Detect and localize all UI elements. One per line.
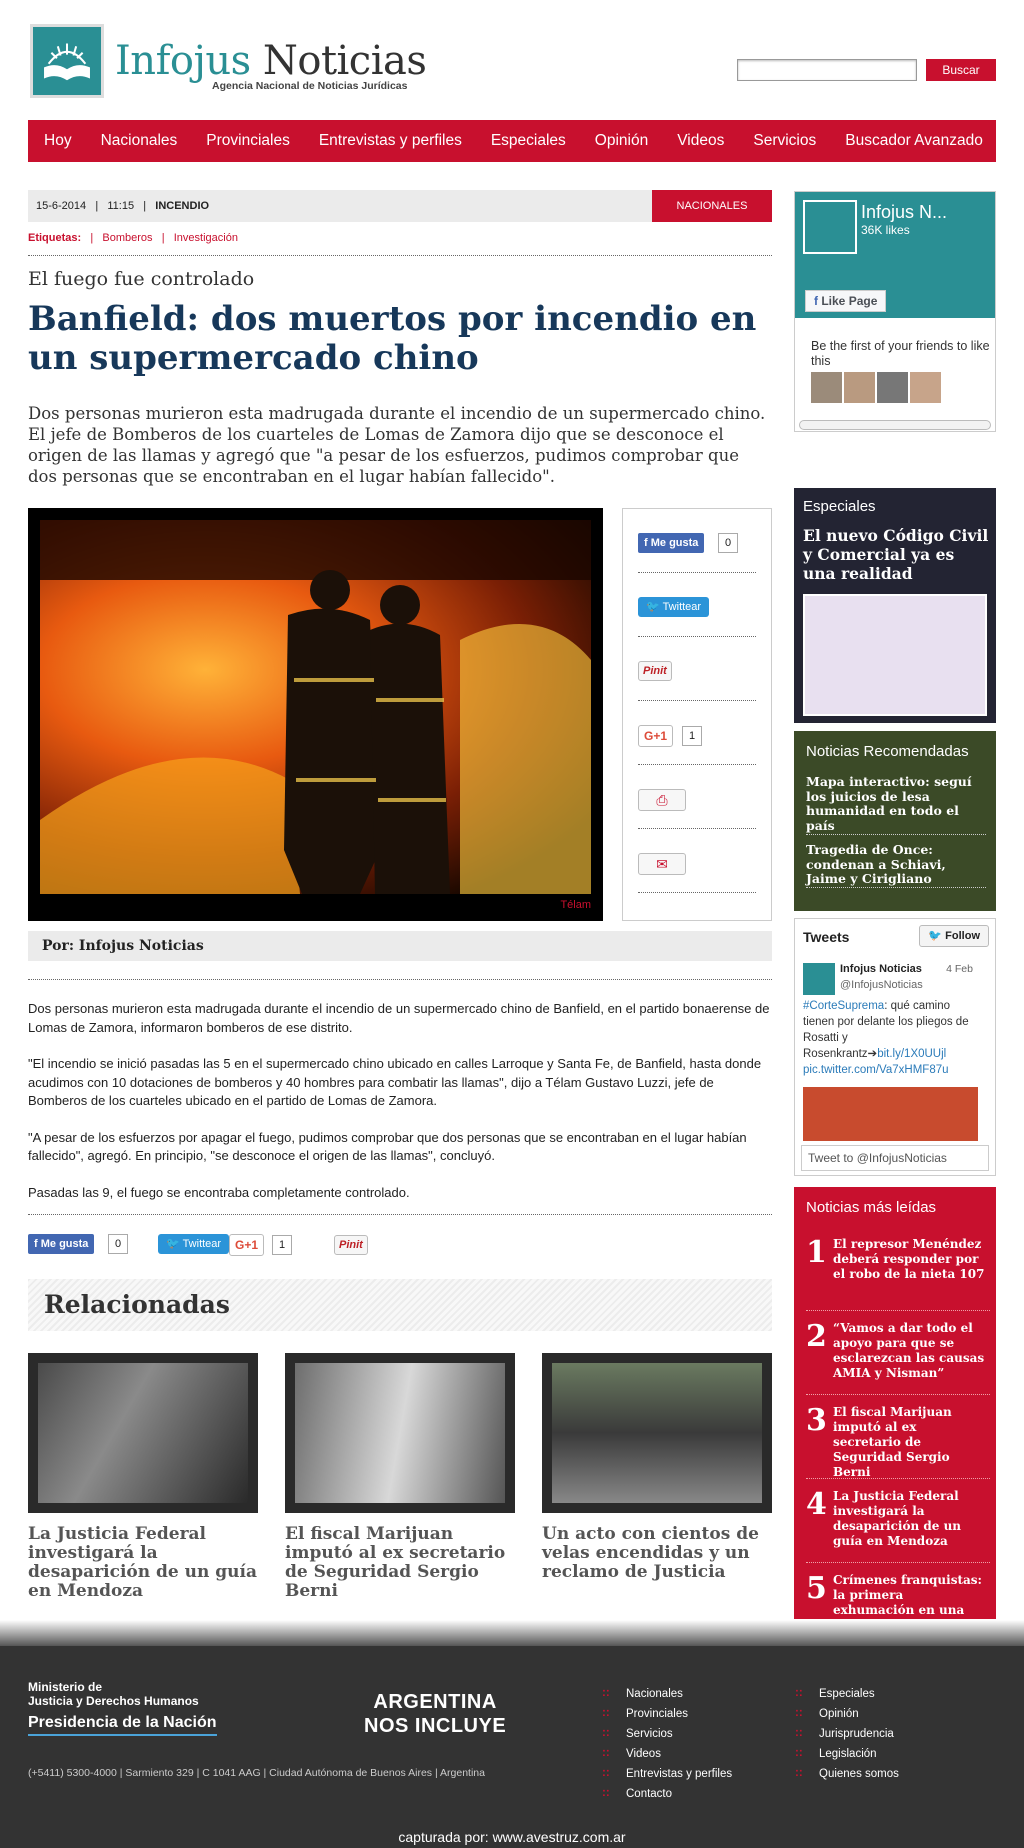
tags-row: Etiquetas: | Bomberos | Investigación bbox=[28, 232, 238, 244]
facebook-like-button[interactable] bbox=[28, 1234, 94, 1254]
most-read-item[interactable] bbox=[806, 1313, 990, 1395]
facebook-count: 0 bbox=[108, 1234, 128, 1254]
tweet-hashtag[interactable]: #CorteSuprema bbox=[803, 1000, 885, 1012]
article-paragraph: "El incendio se inició pasadas las 5 en el supermercado chino ubicado en calles Larroque y Santa Fe, de Banfield, hasta donde acudimos con 10 dotaciones de bomberos y 40 hombres para combatir las llamas", dijo a Télam Gustavo Luzzi, jefe de Bomberos de los cuarteles ubicado en el partido de Lomas de Zamora. bbox=[28, 1056, 762, 1108]
related-item[interactable] bbox=[542, 1353, 772, 1582]
nav-item-buscador[interactable]: Buscador Avanzado bbox=[845, 132, 983, 149]
nav-item-especiales[interactable]: Especiales bbox=[490, 132, 566, 149]
ministry-logo[interactable] bbox=[28, 1680, 199, 1708]
footer-link[interactable]: :: Legislación bbox=[795, 1748, 899, 1768]
related-thumbnail[interactable] bbox=[28, 1353, 258, 1513]
most-read-text[interactable]: La Justicia Federal investigará la desaparición de un guía en Mendoza bbox=[833, 1489, 962, 1548]
related-heading: Relacionadas bbox=[28, 1279, 772, 1331]
most-read-item[interactable] bbox=[806, 1397, 990, 1479]
especiales-box bbox=[794, 488, 996, 723]
article-paragraph: "A pesar de los esfuerzos por apagar el fuego, pudimos comprobar que dos personas que se encontraban en el lugar habían fallecido", agregó. En principio, "se desconoce el origen de las llamas", concluyó. bbox=[28, 1129, 747, 1163]
gplus-count: 1 bbox=[272, 1235, 292, 1255]
footer-shadow bbox=[0, 1620, 1024, 1646]
divider bbox=[806, 834, 986, 835]
tweet-user[interactable]: Infojus Noticias bbox=[840, 963, 922, 975]
related-thumbnail[interactable] bbox=[285, 1353, 515, 1513]
logo-icon[interactable] bbox=[30, 24, 104, 98]
article-paragraph: Pasadas las 9, el fuego se encontraba completamente controlado. bbox=[28, 1184, 410, 1200]
article-category: INCENDIO bbox=[155, 200, 210, 212]
especiales-title: Especiales bbox=[803, 498, 876, 515]
twitter-share-label: Twittear bbox=[662, 601, 702, 613]
related-image bbox=[552, 1363, 762, 1503]
share-row-print bbox=[638, 765, 756, 829]
tag-link[interactable]: Investigación bbox=[173, 232, 238, 244]
logo-subtitle: Agencia Nacional de Noticias Jurídicas bbox=[212, 80, 408, 92]
ministry-line-1: Ministerio de bbox=[28, 1680, 103, 1694]
site-footer bbox=[0, 1646, 1024, 1848]
tweet-input[interactable]: Tweet to @InfojusNoticias bbox=[801, 1145, 989, 1171]
footer-address: (+5411) 5300-4000 | Sarmiento 329 | C 1041 AAG | Ciudad Autónoma de Buenos Aires | Argentina bbox=[28, 1767, 485, 1779]
printer-icon[interactable]: ⎙ bbox=[638, 789, 686, 811]
facebook-faces bbox=[811, 372, 941, 403]
rank-number: 4 bbox=[806, 1487, 827, 1522]
facebook-page-widget bbox=[794, 191, 996, 432]
article-kicker: El fuego fue controlado bbox=[28, 268, 255, 290]
most-read-text[interactable]: Crímenes franquistas: la primera exhumación en una bbox=[833, 1573, 982, 1617]
facebook-f-icon: f bbox=[644, 537, 651, 549]
related-item[interactable] bbox=[285, 1353, 515, 1601]
twitter-share-button[interactable] bbox=[638, 597, 709, 617]
recommended-title: Noticias Recomendadas bbox=[806, 743, 969, 760]
related-title[interactable]: La Justicia Federal investigará la desaparición de un guía en Mendoza bbox=[28, 1524, 258, 1601]
footer-link[interactable]: :: Servicios bbox=[602, 1728, 732, 1748]
article-lead: Dos personas murieron esta madrugada durante el incendio de un supermercado chino. El jefe de Bomberos de los cuarteles de Lomas de Zamora dijo que se desconoce el origen de las llamas y agregó que "a pesar de los esfuerzos, pudimos comprobar que dos personas que se encontraban en el lugar habían fallecido". bbox=[28, 404, 766, 486]
most-read-item[interactable] bbox=[806, 1565, 990, 1615]
footer-link[interactable]: :: Especiales bbox=[795, 1688, 899, 1708]
twitter-widget bbox=[794, 918, 996, 1176]
facebook-like-label: Me gusta bbox=[650, 537, 699, 549]
rank-number: 3 bbox=[806, 1403, 827, 1438]
footer-link[interactable]: :: Contacto bbox=[602, 1788, 732, 1808]
related-item[interactable] bbox=[28, 1353, 258, 1601]
argentina-line-2: NOS INCLUYE bbox=[364, 1715, 507, 1737]
tweet-link[interactable]: bit.ly/1X0UUjl bbox=[877, 1048, 947, 1060]
nav-item-provinciales[interactable]: Provinciales bbox=[206, 132, 290, 149]
logo-part-1: Infojus bbox=[115, 38, 251, 84]
capture-credit: capturada por: www.avestruz.com.ar bbox=[398, 1829, 626, 1845]
facebook-page-name[interactable]: Infojus N... bbox=[861, 202, 948, 222]
nav-item-videos[interactable]: Videos bbox=[677, 132, 725, 149]
recommended-item[interactable]: Tragedia de Once: condenan a Schiavi, Jaime y Cirigliano bbox=[806, 842, 946, 886]
footer-links-col2 bbox=[795, 1688, 899, 1788]
footer-link[interactable]: :: Quienes somos bbox=[795, 1768, 899, 1788]
facebook-f-icon: f bbox=[814, 294, 822, 308]
article-headline: Banfield: dos muertos por incendio en un supermercado chino bbox=[28, 299, 757, 378]
avatar[interactable] bbox=[844, 372, 875, 403]
gplus-count: 1 bbox=[682, 726, 702, 746]
share-row-pinterest bbox=[638, 637, 756, 701]
search-input[interactable] bbox=[737, 59, 917, 81]
ministry-line-2: Justicia y Derechos Humanos bbox=[28, 1694, 199, 1708]
most-read-text[interactable]: El represor Menéndez deberá responder por el robo de la nieta 107 bbox=[833, 1237, 985, 1281]
facebook-friends-text: Be the first of your friends to like this bbox=[811, 339, 990, 368]
follow-button[interactable] bbox=[919, 925, 989, 947]
tweet-photo[interactable] bbox=[803, 1087, 978, 1141]
twitter-bird-icon: 🐦 bbox=[928, 930, 946, 942]
nav-item-entrevistas[interactable]: Entrevistas y perfiles bbox=[318, 132, 462, 149]
envelope-icon[interactable]: ✉ bbox=[638, 853, 686, 875]
footer-links-col1 bbox=[602, 1688, 732, 1808]
footer-link[interactable]: :: Jurisprudencia bbox=[795, 1728, 899, 1748]
footer-link[interactable]: :: Opinión bbox=[795, 1708, 899, 1728]
twitter-share-label: Twittear bbox=[182, 1238, 222, 1250]
gplus-button[interactable]: G+1 bbox=[638, 725, 673, 747]
facebook-count: 0 bbox=[718, 533, 738, 553]
most-read-title: Noticias más leídas bbox=[806, 1199, 937, 1216]
tweet-link[interactable]: pic.twitter.com/Va7xHMF87u bbox=[803, 1064, 949, 1076]
rank-number: 5 bbox=[806, 1571, 827, 1606]
pinit-button[interactable]: Pinit bbox=[638, 661, 672, 681]
tags-label: Etiquetas: bbox=[28, 232, 82, 244]
most-read-item[interactable] bbox=[806, 1229, 990, 1311]
rank-number: 1 bbox=[806, 1235, 827, 1270]
twitter-bird-icon: 🐦 bbox=[166, 1238, 183, 1250]
page-logo-icon bbox=[803, 200, 857, 254]
like-page-button[interactable] bbox=[805, 290, 886, 312]
tweet-body: : qué camino tienen por delante los pliegos de Rosatti y Rosenkrantz➔ bbox=[803, 1000, 969, 1060]
avatar[interactable] bbox=[910, 372, 941, 403]
footer-link[interactable]: :: Nacionales bbox=[602, 1688, 732, 1708]
recommended-item[interactable]: Mapa interactivo: seguí los juicios de lesa humanidad en todo el país bbox=[806, 774, 972, 833]
article-time: 11:15 bbox=[107, 200, 135, 212]
nav-item-hoy[interactable]: Hoy bbox=[44, 132, 72, 149]
firefighters-image bbox=[40, 520, 591, 894]
share-row-twitter bbox=[638, 573, 756, 637]
facebook-like-button[interactable] bbox=[638, 533, 704, 553]
share-row-facebook bbox=[638, 509, 756, 573]
pinit-button[interactable]: Pinit bbox=[334, 1235, 368, 1255]
twitter-bird-icon: 🐦 bbox=[646, 601, 663, 613]
search-button[interactable]: Buscar bbox=[926, 59, 996, 81]
logo-part-2: Noticias bbox=[262, 38, 427, 84]
related-thumbnail[interactable] bbox=[542, 1353, 772, 1513]
footer-link[interactable]: :: Videos bbox=[602, 1748, 732, 1768]
most-read-text[interactable]: “Vamos a dar todo el apoyo para que se esclarezcan las causas AMIA y Nisman” bbox=[833, 1321, 985, 1380]
divider bbox=[28, 255, 772, 256]
avatar[interactable] bbox=[811, 372, 842, 403]
section-tag[interactable]: NACIONALES bbox=[652, 190, 772, 222]
article-body bbox=[28, 1000, 772, 1220]
facebook-likes-count: 36K likes bbox=[861, 223, 910, 237]
like-page-label: Like Page bbox=[821, 294, 878, 308]
follow-label: Follow bbox=[945, 930, 980, 942]
article-paragraph: Dos personas murieron esta madrugada durante el incendio de un supermercado chino de Banfield, en el partido bonaerense de Lomas de Zamora, informaron bomberos de ese distrito. bbox=[28, 1001, 770, 1035]
tag-link[interactable]: Bomberos bbox=[102, 232, 153, 244]
most-read-text[interactable]: El fiscal Marijuan imputó al ex secretario de Seguridad Sergio Berni bbox=[833, 1405, 952, 1479]
related-title[interactable]: El fiscal Marijuan imputó al ex secretario de Seguridad Sergio Berni bbox=[285, 1524, 506, 1601]
site-header bbox=[0, 0, 1024, 120]
share-column bbox=[622, 508, 772, 921]
related-image bbox=[38, 1363, 248, 1503]
tweet-handle[interactable]: @InfojusNoticias bbox=[840, 979, 923, 991]
most-read-item[interactable] bbox=[806, 1481, 990, 1563]
facebook-like-label: Me gusta bbox=[40, 1238, 89, 1250]
tweet-date[interactable]: 4 Feb bbox=[946, 963, 973, 975]
share-row-mail bbox=[638, 829, 756, 893]
related-image bbox=[295, 1363, 505, 1503]
avatar[interactable] bbox=[803, 963, 835, 995]
nav-item-opinion[interactable]: Opinión bbox=[594, 132, 649, 149]
article-byline: Por: Infojus Noticias bbox=[28, 931, 772, 961]
most-read-box bbox=[794, 1187, 996, 1619]
divider bbox=[28, 1214, 772, 1215]
argentina-line-1: ARGENTINA bbox=[373, 1691, 497, 1713]
presidencia-label: Presidencia de la Nación bbox=[28, 1714, 217, 1736]
bottom-share-bar bbox=[28, 1234, 772, 1258]
divider bbox=[806, 887, 986, 888]
divider bbox=[28, 979, 772, 980]
article-meta: 15-6-2014 | 11:15 | INCENDIO bbox=[28, 190, 772, 222]
especiales-headline[interactable]: El nuevo Código Civil y Comercial ya es una realidad bbox=[803, 526, 989, 583]
recommended-box bbox=[794, 731, 996, 911]
footer-link[interactable]: :: Entrevistas y perfiles bbox=[602, 1768, 732, 1788]
photo-credit: Télam bbox=[560, 899, 591, 911]
especiales-image[interactable] bbox=[803, 594, 987, 716]
rank-number: 2 bbox=[806, 1319, 827, 1354]
tweet-text bbox=[803, 998, 978, 1078]
tweets-title: Tweets bbox=[803, 929, 850, 945]
logo-wordmark[interactable] bbox=[115, 38, 426, 84]
article-photo[interactable] bbox=[28, 508, 603, 921]
avatar[interactable] bbox=[877, 372, 908, 403]
gplus-button[interactable]: G+1 bbox=[229, 1234, 264, 1256]
horizontal-scrollbar[interactable] bbox=[799, 420, 991, 430]
argentina-nos-incluye-logo bbox=[364, 1690, 506, 1738]
nav-item-servicios[interactable]: Servicios bbox=[753, 132, 817, 149]
main-nav bbox=[28, 120, 996, 162]
article-date: 15-6-2014 bbox=[36, 200, 87, 212]
share-row-gplus bbox=[638, 701, 756, 765]
footer-link[interactable]: :: Provinciales bbox=[602, 1708, 732, 1728]
related-title[interactable]: Un acto con cientos de velas encendidas y un reclamo de Justicia bbox=[542, 1524, 759, 1582]
facebook-page-header[interactable] bbox=[795, 192, 995, 318]
facebook-f-icon: f bbox=[34, 1238, 41, 1250]
nav-item-nacionales[interactable]: Nacionales bbox=[100, 132, 178, 149]
twitter-share-button[interactable] bbox=[158, 1234, 229, 1254]
